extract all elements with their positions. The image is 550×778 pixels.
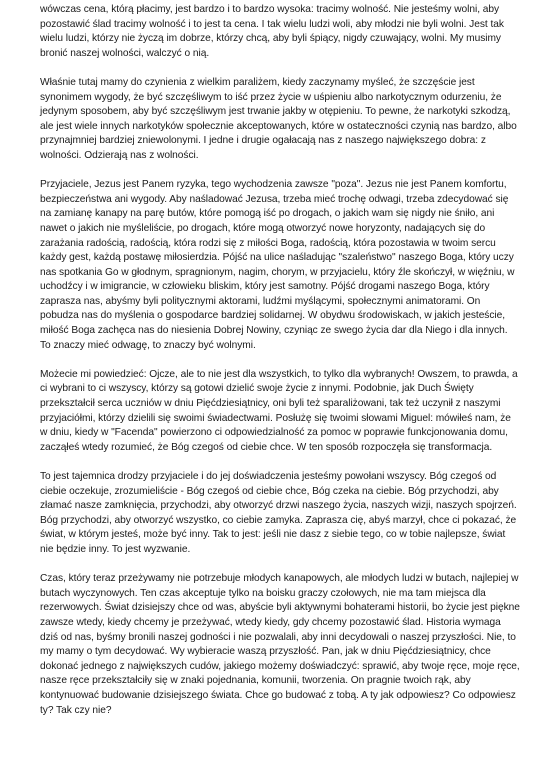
paragraph-2: Właśnie tutaj mamy do czynienia z wielkim paraliżem, kiedy zaczynamy myśleć, że szczęście jest synonimem wygody, że być szczęśliwym to iść przez życie w uśpieniu albo narkotycznym odurzeniu, że jedynym sposobem, aby być szczęśliwym jest trwanie jakby w otępieniu. To pewne, że narkotyki szkodzą, ale jest wiele innych narkotyków społecznie akceptowanych, które w ostateczności czynią nas bardzo, albo przynajmniej bardziej zniewolonymi. I jedne i drugie ogałacają nas z naszego największego dobra: z wolności. Odzierają nas z wolności. — [40, 76, 517, 161]
paragraph-1: wówczas cena, którą płacimy, jest bardzo i to bardzo wysoka: tracimy wolność. Nie jesteśmy wolni, aby pozostawić ślad tracimy wolność i to jest ta cena. I tak wielu ludzi woli, aby młodzi nie byli wolni. Jest tak wielu ludzi, którzy nie życzą im dobrze, którzy chcą, aby byli śpiący, nigdy czuwający, wolni. My musimy bronić naszej wolności, walczyć o nią. — [40, 4, 504, 59]
paragraph-4: Możecie mi powiedzieć: Ojcze, ale to nie jest dla wszystkich, to tylko dla wybranych! Owszem, to prawda, a ci wybrani to ci wszyscy, którzy są gotowi dzielić swoje życie z innymi. Podobnie, jak Duch Święty przekształcił serca uczniów w dniu Pięćdziesiątnicy, oni byli też sparaliżowani, tak też uczynił z naszymi przyjaciółmi, którzy dzielili się swoimi świadectwami. Posłużę się twoimi słowami Miguel: mówiłeś nam, że w dniu, kiedy w "Facenda" powierzono ci odpowiedzialność za pomoc w poprawie funkcjonowania domu, zacząłeś wtedy rozumieć, że Bóg czegoś od ciebie chce. W ten sposób rozpoczęła się transformacja. — [40, 368, 518, 453]
paragraph-6: Czas, który teraz przeżywamy nie potrzebuje młodych kanapowych, ale młodych ludzi w butach, najlepiej w butach wyczynowych. Ten czas akceptuje tylko na boisku graczy czołowych, nie ma tam miejsca dla rezerwowych. Świat dzisiejszy chce od was, abyście byli aktywnymi bohaterami historii, bo życie jest piękne zawsze wtedy, kiedy chcemy je przeżywać, wtedy kiedy, gdy chcemy pozostawić ślad. Historia wymaga dziś od nas, byśmy bronili naszej godności i nie pozwalali, aby inni decydowali o naszej przyszłości. Nie, to my mamy o tym decydować. Wy wybieracie waszą przyszłość. Pan, jak w dniu Pięćdziesiątnicy, chce dokonać jednego z największych cudów, jakiego możemy doświadczyć: sprawić, aby twoje ręce, moje ręce, nasze ręce przekształciły się w znaki pojednania, komunii, tworzenia. On pragnie twoich rąk, aby kontynuować budowanie dzisiejszego świata. Chce go budować z tobą. A ty jak odpowiesz? Co odpowiesz ty? Tak czy nie? — [40, 573, 520, 716]
paragraph-3: Przyjaciele, Jezus jest Panem ryzyka, tego wychodzenia zawsze "poza". Jezus nie jest Panem komfortu, bezpieczeństwa ani wygody. Aby naśladować Jezusa, trzeba mieć trochę odwagi, trzeba zdecydować się na zamianę kanapy na parę butów, które pomogą iść po drogach, o jakich wam się nigdy nie śniło, ani nawet o jakich nie myśleliście, po drogach, które mogą otworzyć nowe horyzonty, nadających się do zarażania radością, radością, która rodzi się z miłości Boga, radością, która pozostawia w twoim sercu każdy gest, każdą postawę miłosierdzia. Pójść na ulice naśladując "szaleństwo" naszego Boga, który uczy nas spotkania Go w głodnym, spragnionym, nagim, chorym, w przyjacielu, który źle skończył, w więźniu, w uchodźcy i w imigrancie, w człowieku bliskim, który jest samotny. Pójść drogami naszego Boga, który zaprasza nas, abyśmy byli politycznymi aktorami, ludźmi myślącymi, społecznymi animatorami. On pobudza nas do myślenia o gospodarce bardziej solidarnej. W obydwu środowiskach, w jakich jesteście, miłość Boga zachęca nas do niesienia Dobrej Nowiny, czyniąc ze swego życia dar dla Niego i dla innych. To znaczy mieć odwagę, to znaczy być wolnymi. — [40, 179, 515, 351]
paragraph-5: To jest tajemnica drodzy przyjaciele i do jej doświadczenia jesteśmy powołani wszyscy. Bóg czegoś od ciebie oczekuje, zrozumieliście - Bóg czegoś od ciebie chce, Bóg czeka na ciebie. Bóg przychodzi, aby złamać nasze zamknięcia, przychodzi, aby otworzyć drzwi naszego życia, naszych wizji, naszych spojrzeń. Bóg przychodzi, aby otworzyć wszystko, co ciebie zamyka. Zaprasza cię, abyś marzył, chce ci pokazać, że świat, w którym jesteś, może być inny. Tak to jest: jeśli nie dasz z siebie tego, co w tobie najlepsze, świat nie będzie inny. To jest wyzwanie. — [40, 471, 517, 555]
